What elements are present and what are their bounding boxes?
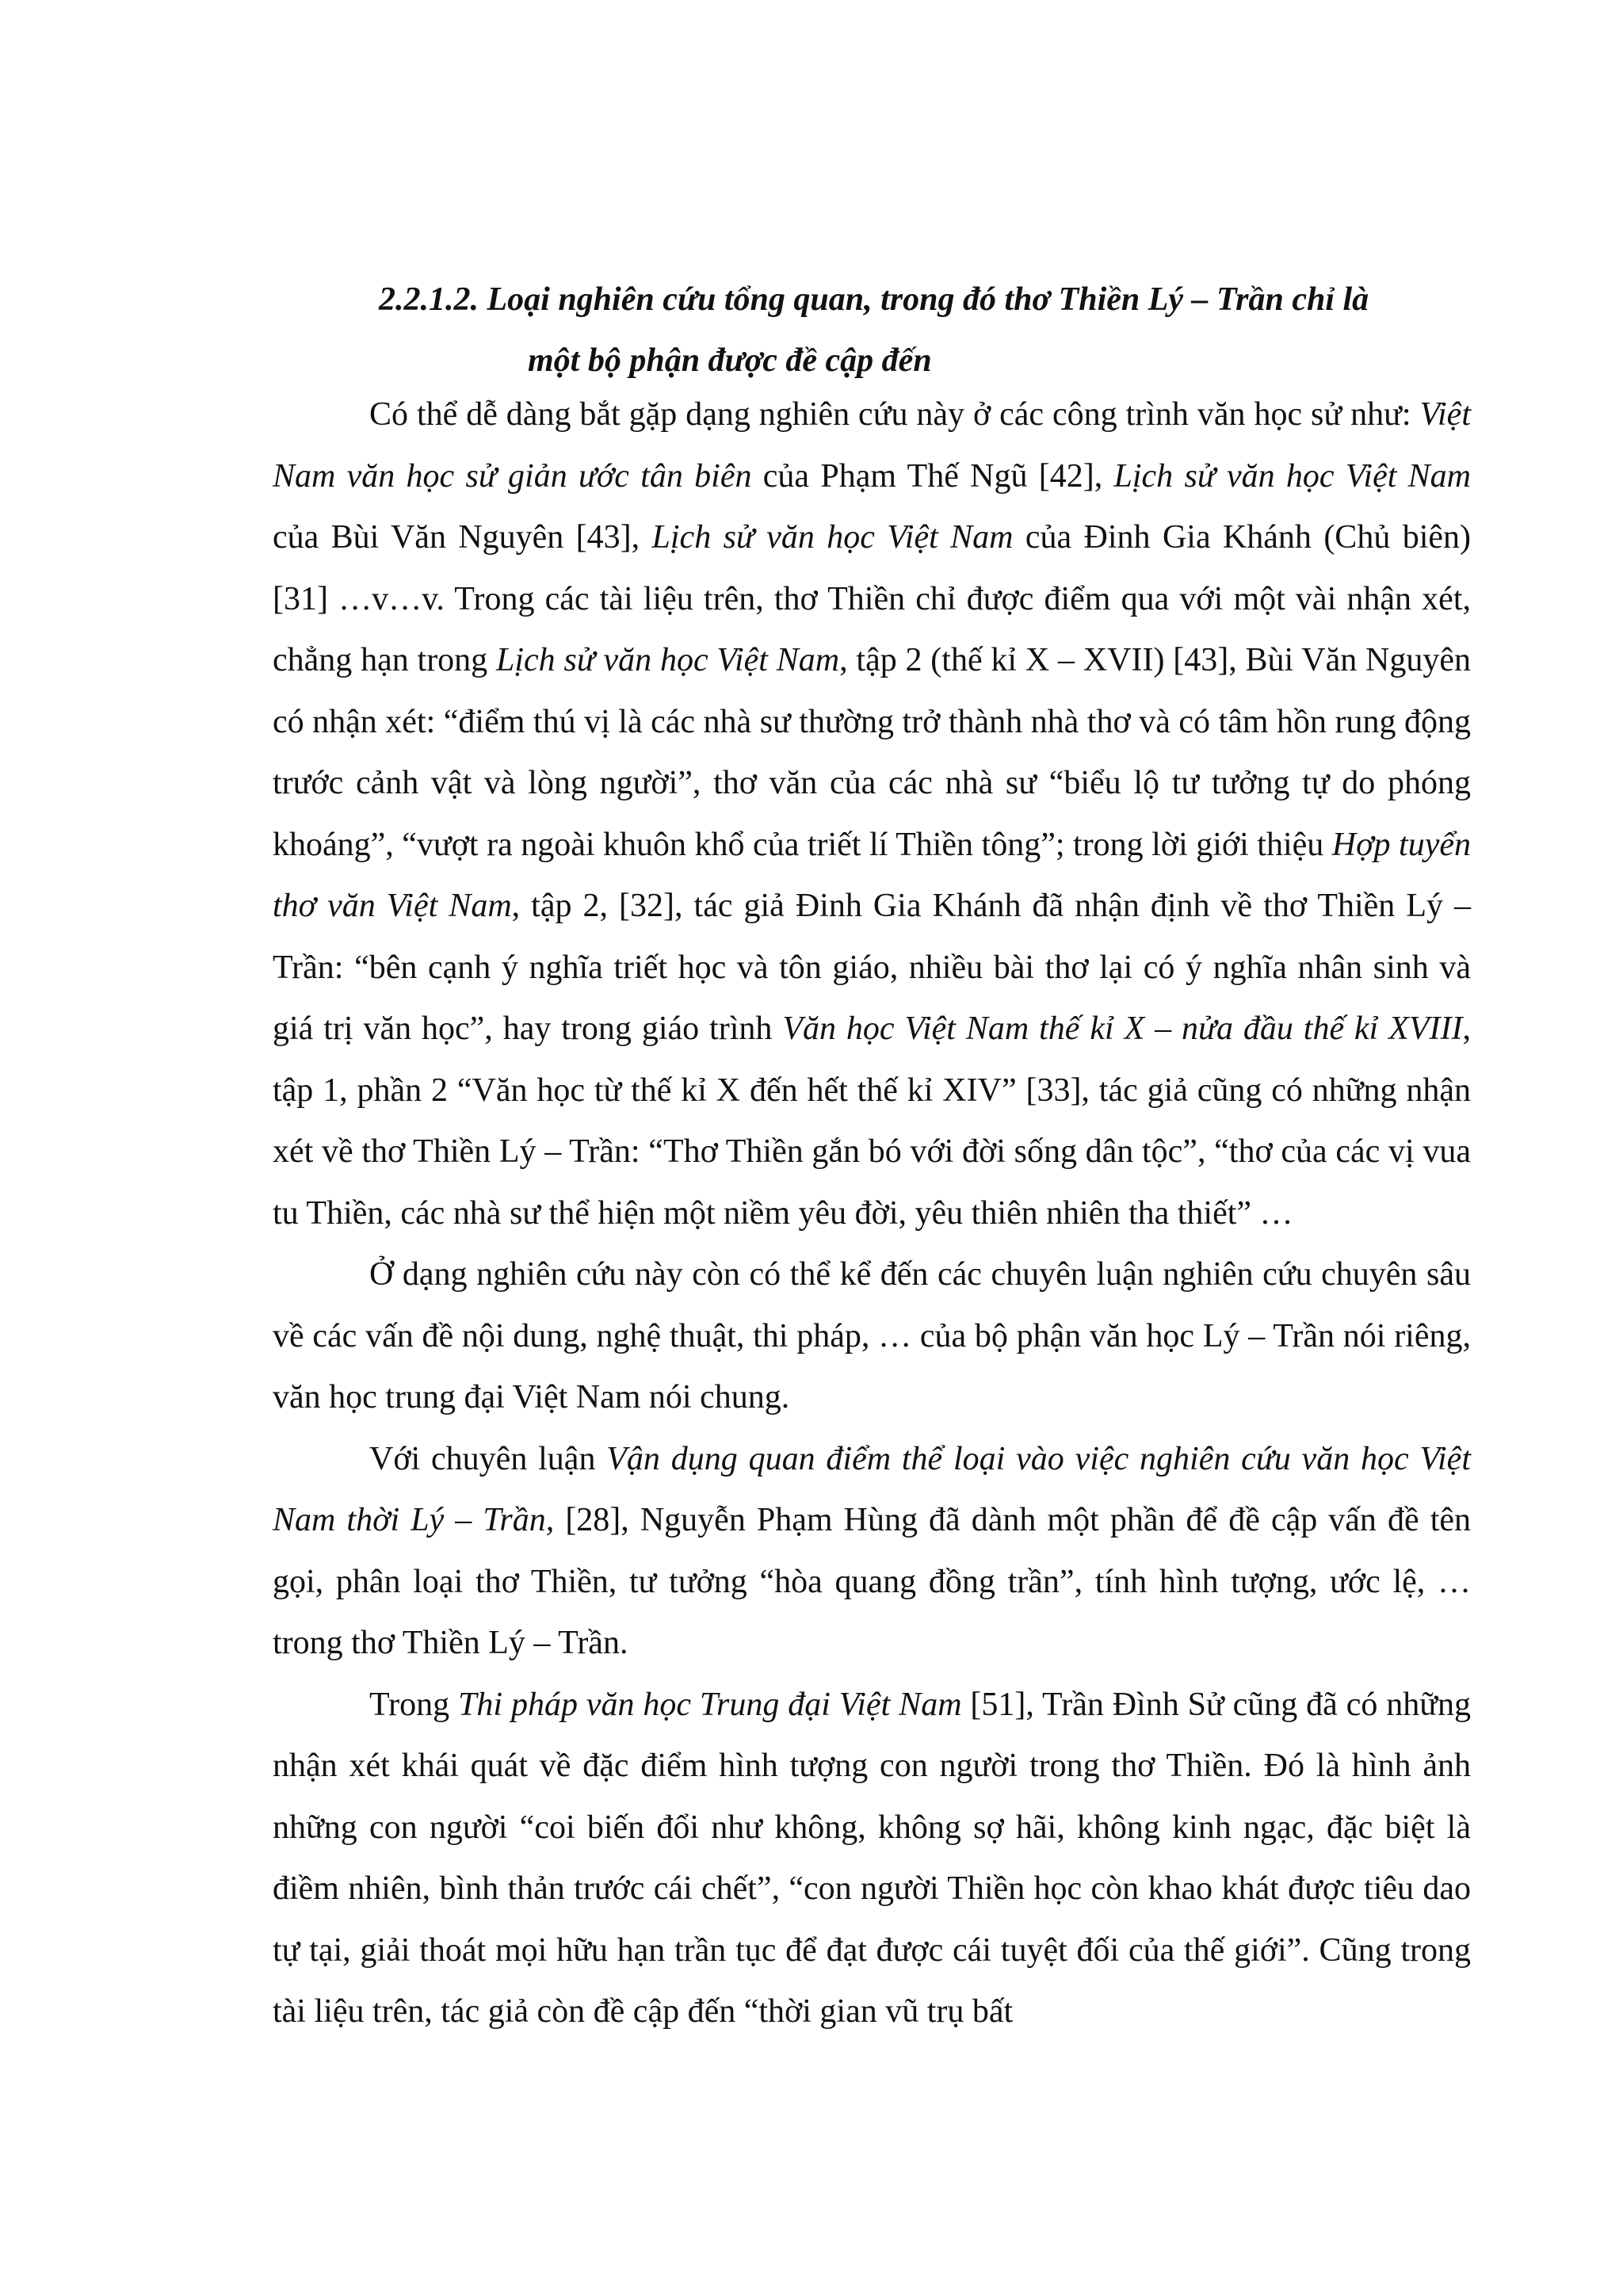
section-heading xyxy=(379,269,1472,392)
paragraph-1-text: của Đinh Gia Khánh (Chủ biên) [31] …v…v. Trong các tài liệu trên, thơ Thiền chỉ được điểm qua với một vài nhận xét, chẳng hạn trong xyxy=(273,519,1471,678)
paragraph-1-text: , tập 2, [32], tác giả Đinh Gia Khánh đã nhận định về thơ Thiền Lý – Trần: “bên cạnh ý nghĩa triết học và tôn giáo, nhiều bài thơ lại có ý nghĩa nhân sinh và giá trị văn học”, hay trong giáo trình xyxy=(273,888,1471,1047)
paragraph-3 xyxy=(273,1429,1471,1675)
paragraph-3-text: Với chuyên luận xyxy=(369,1440,607,1477)
paragraph-4-text: Trong xyxy=(369,1686,459,1723)
paragraph-1-text: , tập 1, phần 2 “Văn học từ thế kỉ X đến hết thế kỉ XIV” [33], tác giả cũng có những nhận xét về thơ Thiền Lý – Trần: “Thơ Thiền gắn bó với đời sống dân tộc”, “thơ của các vị vua tu Thiền, các nhà sư thể hiện một niềm yêu đời, yêu thiên nhiên tha thiết” … xyxy=(273,1010,1472,1232)
book-title: Lịch sử văn học Việt Nam xyxy=(1113,457,1472,495)
paragraph-3-text: [28], Nguyễn Phạm Hùng đã dành một phần để đề cập vấn đề tên gọi, phân loại thơ Thiền, tư tưởng “hòa quang đồng trần”, tính hình tượng, ước lệ, … trong thơ Thiền Lý – Trần. xyxy=(273,1502,1472,1661)
book-title: Lịch sử văn học Việt Nam xyxy=(496,642,840,678)
paragraph-4 xyxy=(273,1675,1471,2043)
book-title: Thi pháp văn học Trung đại Việt Nam xyxy=(458,1686,962,1723)
paragraph-1-text: Có thể dễ dàng bắt gặp dạng nghiên cứu này ở các công trình văn học sử như: xyxy=(369,396,1420,433)
paragraph-1-text: , tập 2 (thế kỉ X – XVII) [43], Bùi Văn Nguyên có nhận xét: “điểm thú vị là các nhà sư thường trở thành nhà thơ và có tâm hồn rung động trước cảnh vật và lòng người”, thơ văn của các nhà sư “biểu lộ tư tưởng tự do phóng khoáng”, “vượt ra ngoài khuôn khổ của triết lí Thiền tông”; trong lời giới thiệu xyxy=(273,642,1471,863)
book-title: Việt Nam văn học sử giản ước tân biên xyxy=(273,396,1471,495)
paragraph-4-text: [51], Trần Đình Sử cũng đã có những nhận xét khái quát về đặc điểm hình tượng con người trong thơ Thiền. Đó là hình ảnh những con người “coi biến đổi như không, không sợ hãi, không kinh ngạc, đặc biệt là điềm nhiên, bình thản trước cái chết”, “con người Thiền học còn khao khát được tiêu dao tự tại, giải thoát mọi hữu hạn trần tục để đạt được cái tuyệt đối của thế giới”. Cũng trong tài liệu trên, tác giả còn đề cập đến “thời gian vũ trụ bất xyxy=(273,1686,1471,2030)
paragraph-1-text: của Bùi Văn Nguyên [43], xyxy=(273,519,652,556)
book-title: Vận dụng quan điểm thể loại vào việc nghiên cứu văn học Việt Nam thời Lý – Trần, xyxy=(273,1440,1471,1538)
book-title: Văn học Việt Nam thế kỉ X – nửa đầu thế kỉ XVIII xyxy=(782,1010,1463,1047)
paragraph-2: Ở dạng nghiên cứu này còn có thể kể đến các chuyên luận nghiên cứu chuyên sâu về các vấn đề nội dung, nghệ thuật, thi pháp, … của bộ phận văn học Lý – Trần nói riêng, văn học trung đại Việt Nam nói chung. xyxy=(273,1256,1471,1415)
section-heading-line-2: một bộ phận được đề cập đến xyxy=(528,342,932,379)
body-text xyxy=(273,384,1471,2043)
paragraph-1-text: của Phạm Thế Ngũ [42], xyxy=(751,457,1114,495)
paragraph-1 xyxy=(273,384,1471,1244)
section-heading-line-1: 2.2.1.2. Loại nghiên cứu tổng quan, trong đó thơ Thiền Lý – Trần chỉ là xyxy=(379,281,1369,318)
book-title: Lịch sử văn học Việt Nam xyxy=(651,519,1014,556)
book-title: Hợp tuyển thơ văn Việt Nam xyxy=(273,826,1471,924)
